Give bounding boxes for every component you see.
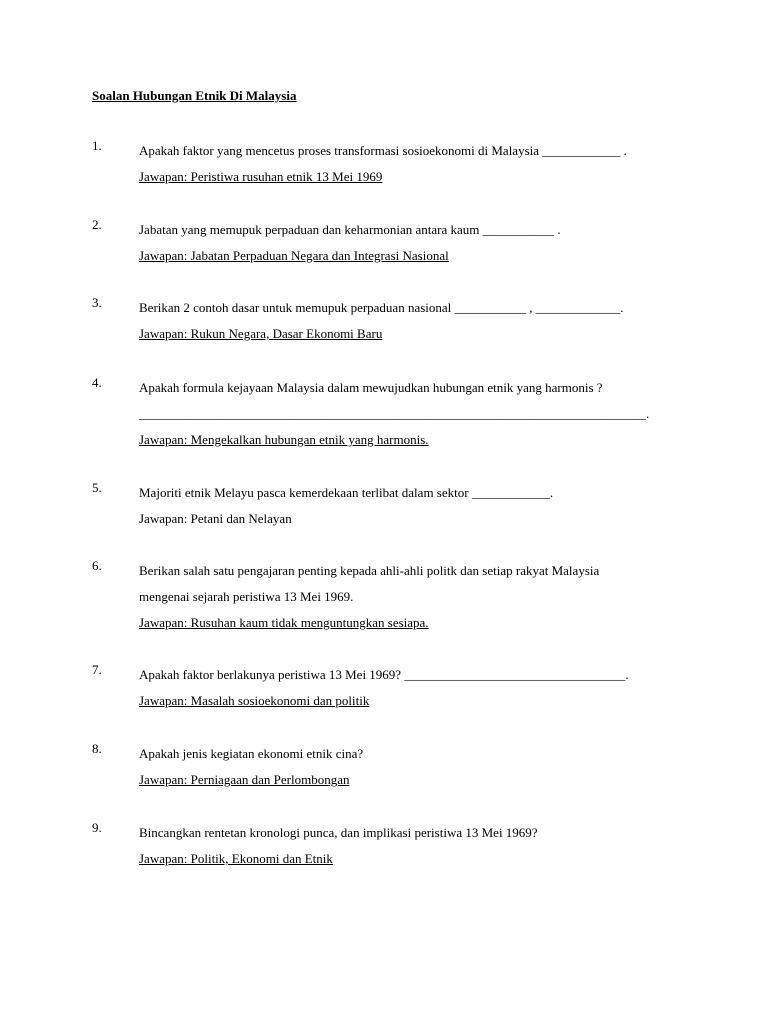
question-number: 4. <box>92 375 102 390</box>
question-text: Berikan salah satu pengajaran penting kepada ahli-ahli politk dan setiap rakyat Malaysia <box>139 563 600 578</box>
answer-text: Jawapan: Peristiwa rusuhan etnik 13 Mei 1969 <box>139 169 383 184</box>
question-number: 2. <box>92 217 102 232</box>
answer-blank-line: ______________________________________________________________________________. <box>139 406 650 421</box>
question-number: 1. <box>92 138 102 153</box>
question-number: 8. <box>92 741 102 756</box>
question-text: Majoriti etnik Melayu pasca kemerdekaan terlibat dalam sektor ____________. <box>139 485 554 500</box>
question-text: Apakah faktor berlakunya peristiwa 13 Mei 1969? __________________________________. <box>139 667 629 682</box>
question-text-continued: mengenai sejarah peristiwa 13 Mei 1969. <box>139 589 354 604</box>
answer-text: Jawapan: Petani dan Nelayan <box>139 511 292 526</box>
question-text: Apakah jenis kegiatan ekonomi etnik cina? <box>139 746 364 761</box>
question-text: Apakah formula kejayaan Malaysia dalam mewujudkan hubungan etnik yang harmonis ? <box>139 380 603 395</box>
question-number: 7. <box>92 662 102 677</box>
question-number: 6. <box>92 558 102 573</box>
answer-text: Jawapan: Perniagaan dan Perlombongan <box>139 772 350 787</box>
question-number: 5. <box>92 480 102 495</box>
question-text: Apakah faktor yang mencetus proses transformasi sosioekonomi di Malaysia ____________ . <box>139 143 627 158</box>
answer-text: Jawapan: Masalah sosioekonomi dan politik <box>139 693 370 708</box>
question-text: Berikan 2 contoh dasar untuk memupuk perpaduan nasional ___________ , _____________. <box>139 300 624 315</box>
answer-text: Jawapan: Rukun Negara, Dasar Ekonomi Baru <box>139 326 383 341</box>
answer-text: Jawapan: Rusuhan kaum tidak menguntungkan sesiapa. <box>139 615 429 630</box>
answer-text: Jawapan: Jabatan Perpaduan Negara dan Integrasi Nasional <box>139 248 449 263</box>
question-text: Bincangkan rentetan kronologi punca, dan implikasi peristiwa 13 Mei 1969? <box>139 825 538 840</box>
question-number: 9. <box>92 820 102 835</box>
question-text: Jabatan yang memupuk perpaduan dan keharmonian antara kaum ___________ . <box>139 222 561 237</box>
document-title: Soalan Hubungan Etnik Di Malaysia <box>92 88 297 103</box>
question-number: 3. <box>92 295 102 310</box>
answer-text: Jawapan: Mengekalkan hubungan etnik yang harmonis. <box>139 432 429 447</box>
answer-text: Jawapan: Politik, Ekonomi dan Etnik <box>139 851 333 866</box>
